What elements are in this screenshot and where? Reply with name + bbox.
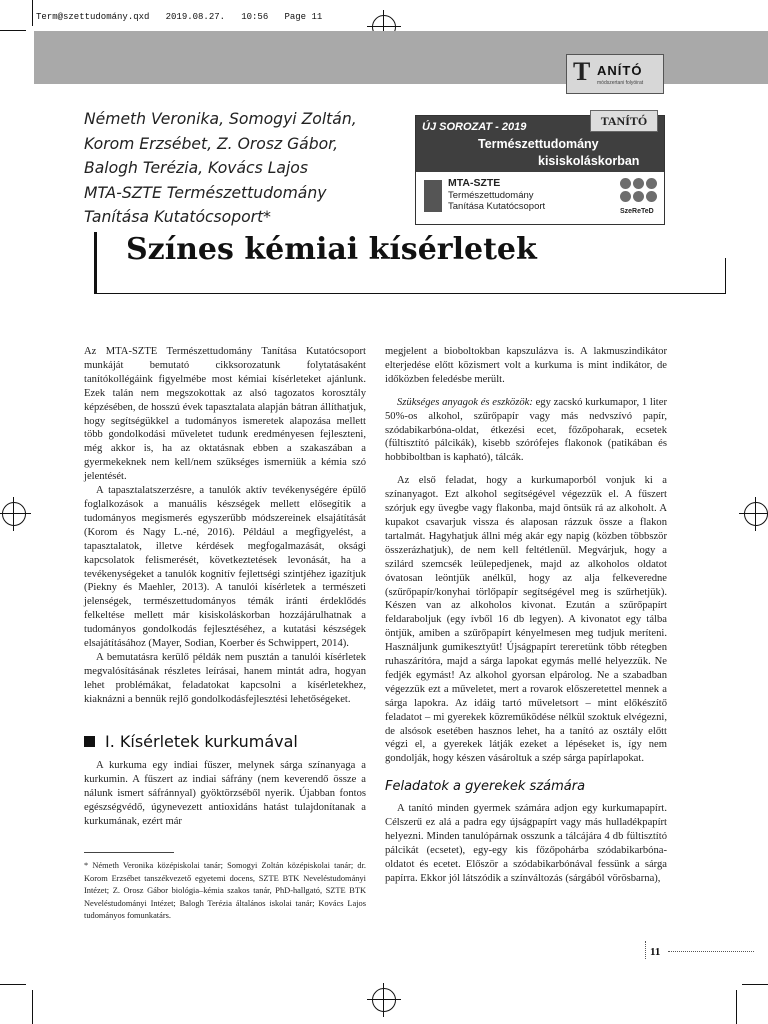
author-line: Tanítása Kutatócsoport*	[84, 208, 271, 227]
section-heading-text: I. Kísérletek kurkumával	[105, 732, 298, 751]
group-name: MTA-SZTE	[448, 177, 501, 189]
title-underline	[96, 293, 726, 294]
crop-mark	[0, 30, 26, 31]
crop-mark	[32, 990, 33, 1024]
research-group	[448, 178, 545, 213]
author-line: Korom Erzsébet, Z. Orosz Gábor,	[84, 134, 339, 153]
author-line: Balogh Terézia, Kovács Lajos	[84, 159, 308, 178]
materials-paragraph	[385, 396, 667, 466]
logo-tagline: módszertani folyóirat	[597, 80, 644, 86]
paragraph: Az MTA-SZTE Természettudomány Tanítása Kutatócsoport munkáját bemutató cikksorozatunk folytatásaként tanítókollégáink figyelmébe most kémiai kísérleteket ajánlunk. Ezek talán nem megszokottak az alsó tagozatos korosztály képzésében, de hosszú évek tapasztalata alapján bátran állíthatjuk, hogy segítségükkel a tudományos ismeretek alapozása mellett több gondolkodási műveletet tudunk eredményesen fejleszteni, még akkor is, ha az oktatásnak ebben a szakaszában a gyermekeknek nem kell/nem szükséges ismerniük a kémia szó jelentését.	[84, 346, 366, 483]
logo-letter: T	[573, 57, 591, 86]
author-line: MTA-SZTE Természettudomány	[84, 183, 327, 202]
left-column-continued	[84, 759, 366, 829]
materials-text: egy zacskó kurkumapor, 1 liter 50%-os alkohol, szűrőpapír vagy más nedvszívó papír, szódabikarbóna-oldat, étkezési ecet, főzőpoharak, ecsetek (fültisztító pálcikák), kisebb szórófejes flakonok (patikában és hobbiboltban is kapható), tálcák.	[385, 396, 667, 464]
series-label: ÚJ SOROZAT - 2019	[422, 121, 527, 133]
page-number-dots	[668, 951, 754, 952]
title-rule	[94, 232, 97, 294]
article-title: Színes kémiai kísérletek	[126, 232, 537, 267]
paragraph: A tanító minden gyermek számára adjon egy kurkumapapírt. Célszerű ez alá a padra egy újságpapírt vagy más hulladékpapírt helyezni. Minden tanulópárnak osszunk a tálcájára 4 db fültisztító pálcikát (ecsetet), egy-egy kis főzőpohárba szódabikarbóna-oldatot és ecetet. Először a szódabikarbónával fessünk a sárga papírra. Ekkor jól látszódik a színváltozás (sárgából vörösbarna),	[385, 803, 667, 884]
szereted-label: SzeReTeD	[620, 208, 654, 215]
paragraph: A bemutatásra kerülő példák nem pusztán a tanulói kísérletek megvalósításának részletes leírásai, hanem mintát adra, hogyan lehet problémákat, feladatokat kapcsolni a kísérletekhez, kiaknázni a bennük rejlő gondolkodásfejlesztési lehetőségeket.	[84, 651, 366, 705]
footnote: * Németh Veronika középiskolai tanár; Somogyi Zoltán középiskolai tanár; dr. Korom Erzsébet tanszékvezető egyetemi docens, SZTE BTK Neveléstudományi Intézet; Z. Orosz Gábor biológia–kémia szakos tanár, PhD-hallgató, SZTE BTK Neveléstudományi Intézet; Balogh Terézia általános iskolai tanár; Kovács Lajos tudományos fomunkatárs.	[84, 861, 366, 920]
series-title: Természettudomány	[478, 137, 599, 151]
print-slug: Term@szettudomány.qxd 2019.08.27. 10:56 Page 11	[36, 12, 323, 22]
crop-mark	[742, 984, 768, 985]
series-subtitle: kisiskoláskorban	[538, 154, 640, 168]
paragraph: A tapasztalatszerzésre, a tanulók aktív tevékenységére épülő foglalkozások a manuális készségek mellett elősegítik a tudományos megismerés egyszerűbb módszereinek elsajátítását (Korom és Nagy L.-né, 2016). Például a megfigyelést, a tapasztalatok, illetve kérdések megfogalmazását, oksági kapcsolatok felismerését, következtetések levonását, ha a tevékenységeket a tanulók kognitív fejlettségi szintjéhez igazítjuk (Piekny és Maehler, 2013). A tanulói kísérletek a természeti jelenségek, természettudományos témák iránti érdeklődés felkeltése mellett már kisiskoláskorban hozzájárulhatnak a tudományos gondolkodás fejlesztéséhez, a kutatási készségek elsajátításához (Mayer, Sodian, Koerber és Schwippert, 2014).	[84, 485, 366, 650]
materials-label: Szükséges anyagok és eszközök:	[397, 396, 533, 408]
footnote-rule	[84, 852, 174, 853]
registration-mark-icon	[744, 502, 768, 526]
logo-text: ANÍTÓ	[597, 63, 643, 78]
mta-logo-icon	[424, 180, 442, 212]
crop-mark	[32, 0, 33, 26]
square-bullet-icon	[84, 736, 95, 747]
series-banner	[415, 115, 665, 225]
group-line: Tanítása Kutatócsoport	[448, 201, 546, 212]
series-logo: TANÍTÓ	[590, 110, 658, 132]
szereted-logo-icon	[620, 178, 658, 206]
page-number: 11	[650, 946, 661, 958]
right-column	[385, 345, 667, 886]
registration-mark-icon	[372, 988, 396, 1012]
crop-mark	[736, 990, 737, 1024]
author-list	[84, 107, 384, 230]
paragraph: Az első feladat, hogy a kurkumaporból vonjuk ki a színanyagot. Ezt alkohol segítségével végezzük el. A fűszert szórjuk egy üvegbe vagy flakonba, majd öntsük rá az alkoholt. A kupakot csavarjuk vissza és alaposan rázzuk össze a flakon tartalmát. Hagyhatjuk állni még akár egy napig (közben többször összerázhatjuk), de nem kell feltétlenül. Megvárjuk, hogy a szilárd szemcsék leülepedjenek, majd az alkoholos oldatot óvatosan leöntjük anélkül, hogy az alja felkeveredne (szűrőpapír/konyhai törlőpapír segítségével meg is szűrhetjük). Készen van az alkoholos kivonat. Ezután a szűrőpapírt feldaraboljuk (egy ívből 16 db legyen). A kivonatot egy tálba öntjük, amiben a szűrőpapírt kényelmesen meg tudjuk meríteni. Használjunk gumikesztyűt! Újságpapírt terегetünk több rétegben ruhaszárítóra, majd a sárga lapokat egymás mellé helyezzük. Ne fedjék egymást! Az alkohol gyorsan elpárolog. Ne a szabadban végezzük ezt a műveletet, mert a rovarok előszeretettel mennek a sárga lapokra. Az idáig tartó műveletsort – mint előkészítő feladatot – mi gyerekek közreműködése nélkül szoktuk elvégezni, de alsósok esetében hasznos lehet, ha a tanító az osztály előtt végzi el, a gyerekek látják ezeket a lépéseket is, így nem gondolják, hogy készen vásároltuk a szép sárga papírlapokat.	[385, 475, 667, 765]
title-rule-right	[725, 258, 726, 294]
left-column	[84, 345, 366, 707]
author-line: Németh Veronika, Somogyi Zoltán,	[84, 110, 357, 128]
crop-mark	[0, 984, 26, 985]
registration-mark-icon	[2, 502, 26, 526]
tanito-logo	[566, 54, 664, 94]
paragraph: A kurkuma egy indiai fűszer, melynek sárga színanyaga a kurkumin. A fűszert az indiai sáfrány (nem keverendő össze a nálunk ismert sáfránnyal) gyöktörzséből nyerik. Újabban fontos egészségvédő, úgynevezett antioxidáns hatást tulajdonítanak a kurkumának, ezért már	[84, 760, 366, 827]
group-line: Természettudomány	[448, 189, 534, 201]
section-heading	[84, 732, 298, 751]
paragraph: megjelent a bioboltokban kapszulázva is. A lakmuszindikátor elterjedése előtt közismert volt a kurkuma is mint indikátor, de időközben feledésbe merült.	[385, 346, 667, 385]
subheading: Feladatok a gyerekek számára	[385, 779, 586, 795]
